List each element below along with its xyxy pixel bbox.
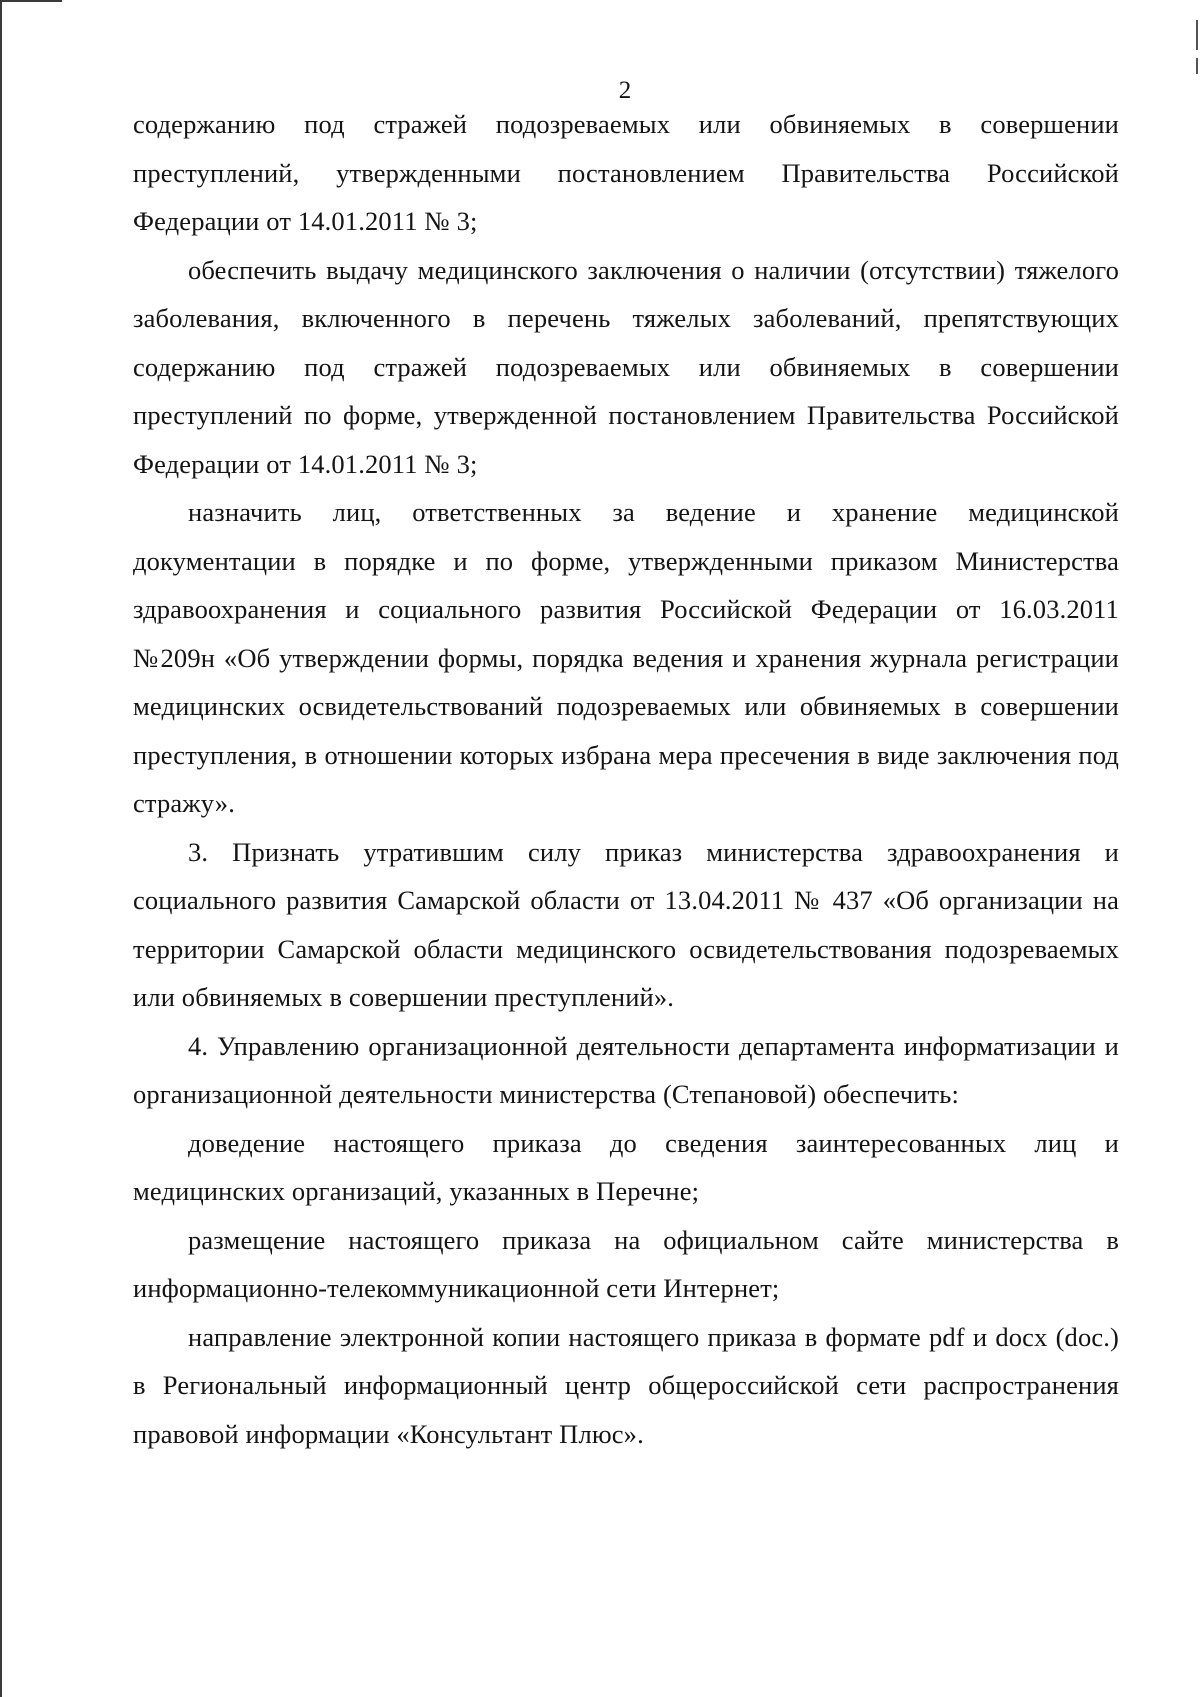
paragraph: направление электронной копии настоящего приказа в формате pdf и docx (doc.) в Региональный информационный центр общероссийской сети распространения правовой информации «Консультант Плюс». [133,1321,1119,1449]
document-body [133,100,1119,1458]
scan-right-mark [1196,58,1198,74]
paragraph: размещение настоящего приказа на официальном сайте министерства в информационно-телекоммуникационной сети Интернет; [133,1224,1119,1303]
page-number: 2 [618,77,632,104]
scan-top-mark [0,0,62,2]
paragraph: содержанию под стражей подозреваемых или обвиняемых в совершении преступлений, утвержденными постановлением Правительства Российской Федерации от 14.01.2011 № 3; [133,109,1119,236]
scan-left-edge [0,0,2,1697]
paragraph: 3. Признать утратившим силу приказ министерства здравоохранения и социального развития Самарской области от 13.04.2011 № 437 «Об организации на территории Самарской области медицинского освидетельствования подозреваемых или обвиняемых в совершении преступлений». [133,836,1119,1012]
paragraph: 4. Управлению организационной деятельности департамента информатизации и организационной деятельности министерства (Степановой) обеспечить: [133,1030,1119,1109]
scan-right-mark [1196,20,1198,50]
paragraph: доведение настоящего приказа до сведения заинтересованных лиц и медицинских организаций, указанных в Перечне; [133,1127,1119,1206]
paragraph: назначить лиц, ответственных за ведение и хранение медицинской документации в порядке и по форме, утвержденными приказом Министерства здравоохранения и социального развития Российской Федерации от 16.03.2011 №209н «Об утверждении формы, порядка ведения и хранения журнала регистрации медицинских освидетельствований подозреваемых или обвиняемых в совершении преступления, в отношении которых избрана мера пресечения в виде заключения под стражу». [133,497,1119,818]
paragraph: обеспечить выдачу медицинского заключения о наличии (отсутствии) тяжелого заболевания, включенного в перечень тяжелых заболеваний, препятствующих содержанию под стражей подозреваемых или обвиняемых в совершении преступлений по форме, утвержденной постановлением Правительства Российской Федерации от 14.01.2011 № 3; [133,254,1119,479]
